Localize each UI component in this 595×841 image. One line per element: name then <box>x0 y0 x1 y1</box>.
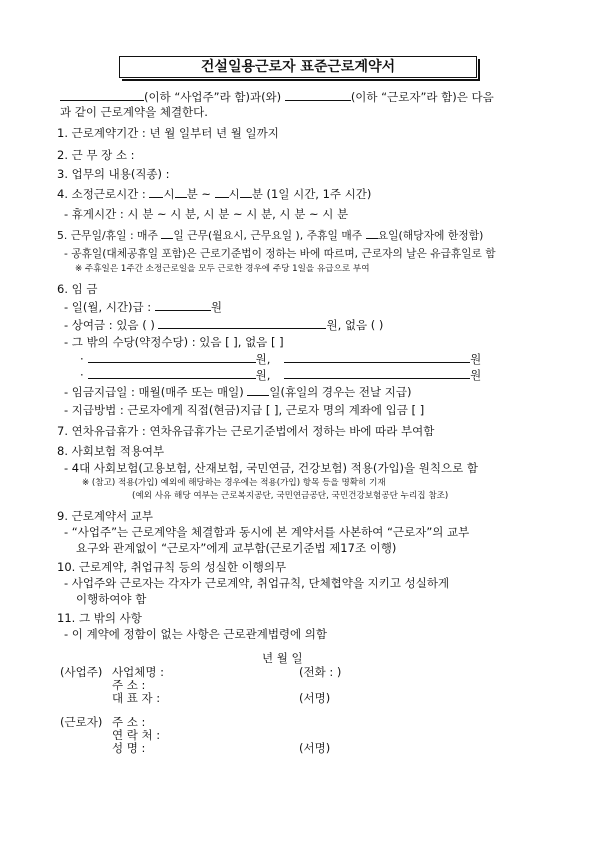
item-10-text-2: 이행하여야 함 <box>76 592 147 606</box>
employee-name[interactable]: 성 명 : <box>112 741 146 755</box>
employee-label: (근로자) <box>60 715 103 729</box>
minute-unit: 분 ~ <box>186 187 215 201</box>
item-6-wages: 6. 임 금 <box>57 282 98 296</box>
won-unit: 원, <box>255 352 271 366</box>
end-hour-blank[interactable] <box>215 186 229 198</box>
intro-employer-ref: (이하 “사업주”라 함)과(와) <box>144 90 282 104</box>
item-8-insurance-rule: - 4대 사회보험(고용보험, 산재보험, 국민연금, 건강보험) 적용(가입)을 원칙으로 함 <box>64 461 478 475</box>
allowance-row-1 <box>80 351 481 367</box>
item-10-text-1: - 사업주와 근로자는 각자가 근로계약, 취업규칙, 단체협약을 지키고 성실하게 <box>64 576 450 590</box>
intro-line-2: 과 같이 근로계약을 체결한다. <box>60 105 208 119</box>
hours-summary: 분 (1일 시간, 1주 시간) <box>251 187 372 201</box>
intro-line-1 <box>60 89 494 105</box>
hour-unit: 시 <box>163 187 175 201</box>
bullet: · <box>80 352 84 366</box>
item-6-bonus <box>64 317 383 333</box>
employee-contact[interactable]: 연 락 처 : <box>112 728 161 742</box>
item-11-text: - 이 계약에 정함이 없는 사항은 근로관계법령에 의함 <box>64 627 328 641</box>
signature-date: 년 월 일 <box>262 651 303 665</box>
item-4-label: 4. 소정근로시간 : <box>57 187 150 201</box>
item-2-workplace: 2. 근 무 장 소 : <box>57 148 135 162</box>
start-minute-blank[interactable] <box>175 186 187 198</box>
item-4-break-time: - 휴게시간 : 시 분 ~ 시 분, 시 분 ~ 시 분, 시 분 ~ 시 분 <box>64 207 349 221</box>
item-11-other: 11. 그 밖의 사항 <box>57 611 142 625</box>
daily-wage-blank[interactable] <box>155 299 211 311</box>
weekly-holiday-blank[interactable] <box>366 227 378 239</box>
employer-representative[interactable]: 대 표 자 : <box>112 691 161 705</box>
item-9-text-1: - “사업주”는 근로계약을 체결함과 동시에 본 계약서를 사본하여 “근로자”의 교부 <box>64 525 470 539</box>
employer-business-name[interactable]: 사업체명 : <box>112 665 164 679</box>
allowance-1-blank[interactable] <box>88 351 256 363</box>
payday-label: - 임금지급일 : 매월(매주 또는 매일) <box>64 385 248 399</box>
item-9-contract-delivery: 9. 근로계약서 교부 <box>57 509 154 523</box>
payday-tail: 일(휴일의 경우는 전날 지급) <box>269 385 412 399</box>
item-5-weekly-holiday-note: ※ 주휴일은 1주간 소정근로일을 모두 근로한 경우에 주당 1일을 유급으로 부여 <box>75 264 370 274</box>
employer-blank[interactable] <box>60 89 144 101</box>
item-5-workdays <box>57 227 483 243</box>
item-8-social-insurance: 8. 사회보험 적용여부 <box>57 444 165 458</box>
bonus-tail: 원, 없음 ( ) <box>326 318 384 332</box>
allowance-row-2 <box>80 367 481 383</box>
item-4-working-hours <box>57 186 371 202</box>
employer-signature[interactable]: (서명) <box>299 691 331 705</box>
won-unit: 원 <box>210 300 222 314</box>
item-3-job-description: 3. 업무의 내용(직종) : <box>57 167 170 181</box>
document-title: 건설일용근로자 표준근로계약서 <box>119 56 477 78</box>
won-unit: 원, <box>255 368 271 382</box>
employer-address[interactable]: 주 소 : <box>112 678 146 692</box>
item-9-text-2: 요구와 관계없이 “근로자”에게 교부함(근로기준법 제17조 이행) <box>76 541 397 555</box>
won-unit: 원 <box>470 368 482 382</box>
employee-blank[interactable] <box>285 89 351 101</box>
item-8-note-2: (예외 사유 해당 여부는 근로복지공단, 국민연금공단, 국민건강보험공단 누리집 참조) <box>132 491 449 501</box>
intro-employee-ref: (이하 “근로자”라 함)은 다음 <box>350 90 494 104</box>
item-1-contract-period: 1. 근로계약기간 : 년 월 일부터 년 월 일까지 <box>57 126 279 140</box>
item-5-label: 5. 근무일/휴일 : 매주 <box>57 229 162 242</box>
item-7-annual-leave: 7. 연차유급휴가 : 연차유급휴가는 근로기준법에서 정하는 바에 따라 부여함 <box>57 424 435 438</box>
item-5-end: 요일(해당자에 한정함) <box>377 229 484 242</box>
item-6-payday <box>64 384 412 400</box>
item-8-note-1: ※ (참고) 적용(가입) 예외에 해당하는 경우에는 적용(가입) 항목 등을 명확히 기재 <box>82 478 386 488</box>
hour-unit-2: 시 <box>228 187 240 201</box>
employer-label: (사업주) <box>60 665 103 679</box>
employee-signature[interactable]: (서명) <box>299 741 331 755</box>
bonus-label: - 상여금 : 있음 ( ) <box>64 318 159 332</box>
item-5-mid: 일 근무(월요시, 근무요일 ), 주휴일 매주 <box>173 229 366 242</box>
allowance-4-blank[interactable] <box>284 367 470 379</box>
allowance-2-blank[interactable] <box>284 351 470 363</box>
employer-phone[interactable]: (전화 : ) <box>299 665 342 679</box>
end-minute-blank[interactable] <box>240 186 252 198</box>
bullet: · <box>80 368 84 382</box>
employee-address[interactable]: 주 소 : <box>112 715 146 729</box>
item-6-payment-method: - 지급방법 : 근로자에게 직접(현금)지급 [ ], 근로자 명의 계좌에 입금 [ ] <box>64 403 425 417</box>
item-10-obligation: 10. 근로계약, 취업규칙 등의 성실한 이행의무 <box>57 560 287 574</box>
start-hour-blank[interactable] <box>149 186 163 198</box>
item-5-public-holiday-note: - 공휴일(대체공휴일 포함)은 근로기준법이 정하는 바에 따르며, 근로자의 날은 유급휴일로 함 <box>64 247 496 260</box>
payday-blank[interactable] <box>247 384 269 396</box>
daily-wage-label: - 일(월, 시간)급 : <box>64 300 155 314</box>
item-6-other-allowance: - 그 밖의 수당(약정수당) : 있음 [ ], 없음 [ ] <box>64 335 284 349</box>
workdays-blank[interactable] <box>161 227 173 239</box>
item-6-daily-wage <box>64 299 222 315</box>
allowance-3-blank[interactable] <box>88 367 256 379</box>
won-unit: 원 <box>470 352 482 366</box>
bonus-amount-blank[interactable] <box>158 317 326 329</box>
